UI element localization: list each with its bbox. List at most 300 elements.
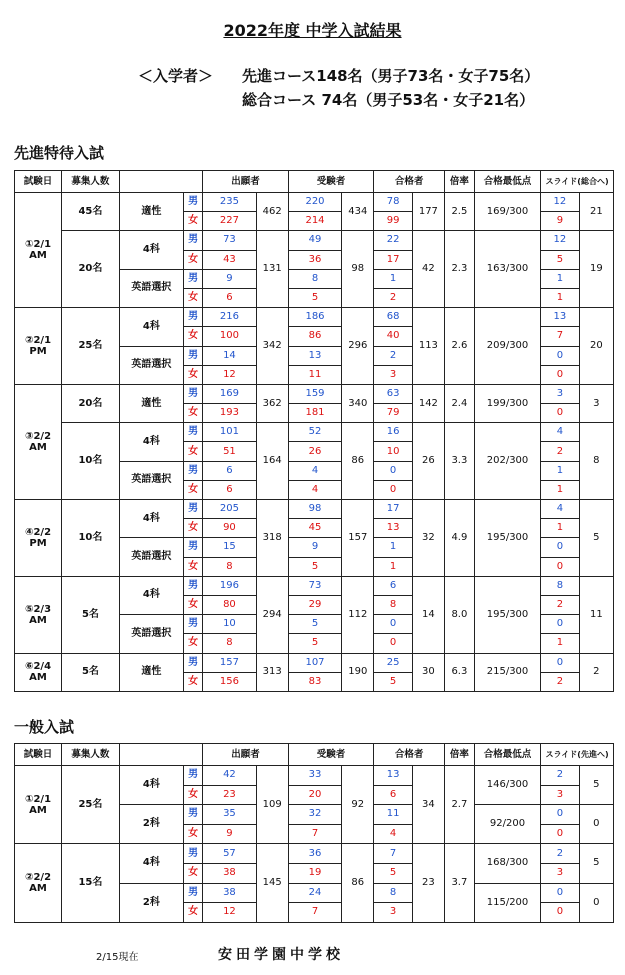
passers-cell: 99 bbox=[374, 212, 413, 231]
examinees-cell: 5 bbox=[288, 615, 341, 634]
examinees-total-cell: 296 bbox=[342, 308, 374, 385]
ratio-cell: 3.7 bbox=[444, 844, 474, 922]
gender-cell: 男 bbox=[183, 384, 202, 403]
table-row bbox=[15, 844, 614, 864]
gender-cell: 女 bbox=[183, 557, 202, 576]
gender-cell: 男 bbox=[183, 231, 202, 250]
passers-cell: 22 bbox=[374, 231, 413, 250]
applicants-cell: 227 bbox=[203, 212, 256, 231]
examinees-total-cell: 434 bbox=[342, 193, 374, 231]
slide-cell: 2 bbox=[541, 595, 580, 614]
subject-cell: 4科 bbox=[119, 308, 183, 346]
ratio-cell: 2.7 bbox=[444, 766, 474, 844]
applicants-cell: 80 bbox=[203, 595, 256, 614]
subject-cell: 英語選択 bbox=[119, 269, 183, 307]
applicants-cell: 90 bbox=[203, 519, 256, 538]
passers-cell: 4 bbox=[374, 824, 413, 844]
examinees-cell: 32 bbox=[288, 805, 341, 825]
column-header: 合格最低点 bbox=[474, 171, 540, 193]
examinees-cell: 107 bbox=[288, 653, 341, 672]
applicants-cell: 73 bbox=[203, 231, 256, 250]
exam-date-cell: ③2/2 AM bbox=[15, 384, 62, 499]
ratio-cell: 2.5 bbox=[444, 193, 474, 231]
quota-cell: 15名 bbox=[62, 844, 120, 922]
section1-table bbox=[14, 170, 614, 692]
column-header: 試験日 bbox=[15, 171, 62, 193]
examinees-total-cell: 340 bbox=[342, 384, 374, 422]
applicants-cell: 196 bbox=[203, 576, 256, 595]
applicants-cell: 51 bbox=[203, 442, 256, 461]
slide-cell: 1 bbox=[541, 480, 580, 499]
passers-cell: 2 bbox=[374, 288, 413, 307]
slide-cell: 1 bbox=[541, 288, 580, 307]
applicants-cell: 57 bbox=[203, 844, 256, 864]
examinees-total-cell: 190 bbox=[342, 653, 374, 691]
passers-total-cell: 177 bbox=[412, 193, 444, 231]
page-title: 2022年度 中学入試結果 bbox=[223, 21, 402, 40]
slide-cell: 9 bbox=[541, 212, 580, 231]
passers-cell: 5 bbox=[374, 672, 413, 691]
ratio-cell: 2.3 bbox=[444, 231, 474, 308]
subject-cell: 4科 bbox=[119, 576, 183, 614]
column-header bbox=[119, 744, 202, 766]
examinees-cell: 7 bbox=[288, 824, 341, 844]
applicants-total-cell: 294 bbox=[256, 576, 288, 653]
footer-date: 2/15現在 bbox=[96, 952, 139, 963]
slide-total-cell: 3 bbox=[579, 384, 613, 422]
applicants-total-cell: 362 bbox=[256, 384, 288, 422]
applicants-cell: 43 bbox=[203, 250, 256, 269]
exam-date-cell: ⑥2/4 AM bbox=[15, 653, 62, 691]
examinees-cell: 36 bbox=[288, 250, 341, 269]
passers-cell: 0 bbox=[374, 461, 413, 480]
gender-cell: 女 bbox=[183, 863, 202, 883]
gender-cell: 男 bbox=[183, 653, 202, 672]
passers-cell: 68 bbox=[374, 308, 413, 327]
passers-cell: 13 bbox=[374, 519, 413, 538]
section2-table bbox=[14, 743, 614, 923]
gender-cell: 男 bbox=[183, 423, 202, 442]
subject-cell: 適性 bbox=[119, 193, 183, 231]
examinees-cell: 20 bbox=[288, 785, 341, 805]
slide-cell: 0 bbox=[541, 404, 580, 423]
applicants-total-cell: 131 bbox=[256, 231, 288, 308]
passers-cell: 2 bbox=[374, 346, 413, 365]
examinees-cell: 214 bbox=[288, 212, 341, 231]
column-header: 出願者 bbox=[203, 171, 289, 193]
quota-cell: 10名 bbox=[62, 500, 120, 577]
examinees-cell: 26 bbox=[288, 442, 341, 461]
applicants-cell: 157 bbox=[203, 653, 256, 672]
subject-cell: 英語選択 bbox=[119, 461, 183, 499]
column-header bbox=[119, 171, 202, 193]
table-row bbox=[15, 653, 614, 672]
passers-cell: 17 bbox=[374, 500, 413, 519]
table-row bbox=[15, 384, 614, 403]
examinees-cell: 9 bbox=[288, 538, 341, 557]
slide-cell: 0 bbox=[541, 365, 580, 384]
slide-cell: 5 bbox=[541, 250, 580, 269]
examinees-total-cell: 92 bbox=[342, 766, 374, 844]
subject-cell: 英語選択 bbox=[119, 346, 183, 384]
applicants-total-cell: 109 bbox=[256, 766, 288, 844]
min-score-cell: 202/300 bbox=[474, 423, 540, 500]
ratio-cell: 6.3 bbox=[444, 653, 474, 691]
examinees-cell: 83 bbox=[288, 672, 341, 691]
min-score-cell: 115/200 bbox=[474, 883, 540, 922]
min-score-cell: 215/300 bbox=[474, 653, 540, 691]
gender-cell: 女 bbox=[183, 288, 202, 307]
slide-total-cell: 19 bbox=[579, 231, 613, 308]
gender-cell: 男 bbox=[183, 193, 202, 212]
slide-cell: 13 bbox=[541, 308, 580, 327]
min-score-cell: 199/300 bbox=[474, 384, 540, 422]
applicants-cell: 12 bbox=[203, 365, 256, 384]
slide-total-cell: 11 bbox=[579, 576, 613, 653]
applicants-cell: 38 bbox=[203, 883, 256, 903]
passers-cell: 13 bbox=[374, 766, 413, 786]
subject-cell: 英語選択 bbox=[119, 615, 183, 653]
passers-cell: 40 bbox=[374, 327, 413, 346]
passers-cell: 8 bbox=[374, 883, 413, 903]
gender-cell: 女 bbox=[183, 250, 202, 269]
exam-date-cell: ②2/1 PM bbox=[15, 308, 62, 385]
gender-cell: 男 bbox=[183, 615, 202, 634]
applicants-total-cell: 462 bbox=[256, 193, 288, 231]
examinees-total-cell: 86 bbox=[342, 844, 374, 922]
section2-title: 一般入試 bbox=[14, 718, 75, 736]
quota-cell: 25名 bbox=[62, 766, 120, 844]
applicants-cell: 38 bbox=[203, 863, 256, 883]
slide-cell: 2 bbox=[541, 672, 580, 691]
table-row bbox=[15, 500, 614, 519]
quota-cell: 5名 bbox=[62, 576, 120, 653]
examinees-cell: 4 bbox=[288, 461, 341, 480]
slide-cell: 2 bbox=[541, 844, 580, 864]
examinees-cell: 186 bbox=[288, 308, 341, 327]
passers-cell: 17 bbox=[374, 250, 413, 269]
column-header: スライド(先進へ) bbox=[541, 744, 614, 766]
subject-cell: 適性 bbox=[119, 384, 183, 422]
column-header: 募集人数 bbox=[62, 171, 120, 193]
slide-total-cell: 20 bbox=[579, 308, 613, 385]
applicants-cell: 9 bbox=[203, 269, 256, 288]
passers-cell: 25 bbox=[374, 653, 413, 672]
gender-cell: 男 bbox=[183, 500, 202, 519]
gender-cell: 女 bbox=[183, 595, 202, 614]
table-row bbox=[15, 231, 614, 250]
passers-cell: 16 bbox=[374, 423, 413, 442]
passers-total-cell: 34 bbox=[412, 766, 444, 844]
quota-cell: 20名 bbox=[62, 384, 120, 422]
examinees-cell: 73 bbox=[288, 576, 341, 595]
gender-cell: 女 bbox=[183, 785, 202, 805]
quota-cell: 10名 bbox=[62, 423, 120, 500]
gender-cell: 男 bbox=[183, 461, 202, 480]
passers-total-cell: 113 bbox=[412, 308, 444, 385]
slide-total-cell: 5 bbox=[579, 844, 613, 883]
column-header: 倍率 bbox=[444, 171, 474, 193]
examinees-cell: 181 bbox=[288, 404, 341, 423]
quota-cell: 5名 bbox=[62, 653, 120, 691]
table-row bbox=[15, 766, 614, 786]
gender-cell: 男 bbox=[183, 308, 202, 327]
slide-cell: 2 bbox=[541, 442, 580, 461]
gender-cell: 女 bbox=[183, 480, 202, 499]
applicants-cell: 205 bbox=[203, 500, 256, 519]
passers-total-cell: 142 bbox=[412, 384, 444, 422]
applicants-cell: 6 bbox=[203, 461, 256, 480]
slide-total-cell: 5 bbox=[579, 766, 613, 805]
applicants-cell: 193 bbox=[203, 404, 256, 423]
slide-cell: 1 bbox=[541, 519, 580, 538]
gender-cell: 女 bbox=[183, 903, 202, 923]
slide-total-cell: 8 bbox=[579, 423, 613, 500]
examinees-cell: 5 bbox=[288, 288, 341, 307]
applicants-cell: 12 bbox=[203, 903, 256, 923]
passers-cell: 5 bbox=[374, 863, 413, 883]
passers-cell: 10 bbox=[374, 442, 413, 461]
table-row bbox=[15, 308, 614, 327]
applicants-cell: 235 bbox=[203, 193, 256, 212]
examinees-cell: 24 bbox=[288, 883, 341, 903]
gender-cell: 女 bbox=[183, 672, 202, 691]
examinees-cell: 49 bbox=[288, 231, 341, 250]
subject-cell: 2科 bbox=[119, 883, 183, 922]
column-header: 試験日 bbox=[15, 744, 62, 766]
slide-cell: 1 bbox=[541, 269, 580, 288]
applicants-cell: 42 bbox=[203, 766, 256, 786]
passers-cell: 1 bbox=[374, 269, 413, 288]
ratio-cell: 8.0 bbox=[444, 576, 474, 653]
applicants-cell: 35 bbox=[203, 805, 256, 825]
passers-total-cell: 30 bbox=[412, 653, 444, 691]
examinees-total-cell: 86 bbox=[342, 423, 374, 500]
slide-total-cell: 21 bbox=[579, 193, 613, 231]
quota-cell: 45名 bbox=[62, 193, 120, 231]
passers-total-cell: 14 bbox=[412, 576, 444, 653]
gender-cell: 男 bbox=[183, 269, 202, 288]
examinees-cell: 45 bbox=[288, 519, 341, 538]
applicants-total-cell: 342 bbox=[256, 308, 288, 385]
examinees-cell: 5 bbox=[288, 634, 341, 653]
section1-title: 先進特待入試 bbox=[14, 144, 105, 162]
min-score-cell: 195/300 bbox=[474, 500, 540, 577]
passers-cell: 0 bbox=[374, 480, 413, 499]
passers-cell: 6 bbox=[374, 576, 413, 595]
passers-cell: 1 bbox=[374, 557, 413, 576]
exam-date-cell: ①2/1 AM bbox=[15, 193, 62, 308]
enrollment-label: ＜入学者＞ bbox=[138, 67, 214, 85]
gender-cell: 男 bbox=[183, 805, 202, 825]
gender-cell: 男 bbox=[183, 883, 202, 903]
slide-cell: 0 bbox=[541, 805, 580, 825]
column-header: 受験者 bbox=[288, 744, 374, 766]
ratio-cell: 3.3 bbox=[444, 423, 474, 500]
footer-school: 安田学園中学校 bbox=[218, 947, 344, 963]
ratio-cell: 2.4 bbox=[444, 384, 474, 422]
subject-cell: 英語選択 bbox=[119, 538, 183, 576]
quota-cell: 25名 bbox=[62, 308, 120, 385]
examinees-total-cell: 98 bbox=[342, 231, 374, 308]
examinees-cell: 220 bbox=[288, 193, 341, 212]
slide-cell: 7 bbox=[541, 327, 580, 346]
applicants-cell: 9 bbox=[203, 824, 256, 844]
column-header: 出願者 bbox=[203, 744, 289, 766]
gender-cell: 男 bbox=[183, 576, 202, 595]
enrollment-line1: 先進コース148名（男子73名・女子75名） bbox=[242, 67, 540, 85]
subject-cell: 4科 bbox=[119, 423, 183, 461]
applicants-cell: 14 bbox=[203, 346, 256, 365]
examinees-cell: 5 bbox=[288, 557, 341, 576]
slide-total-cell: 5 bbox=[579, 500, 613, 577]
table-row bbox=[15, 576, 614, 595]
passers-cell: 3 bbox=[374, 903, 413, 923]
passers-cell: 79 bbox=[374, 404, 413, 423]
examinees-total-cell: 112 bbox=[342, 576, 374, 653]
applicants-total-cell: 313 bbox=[256, 653, 288, 691]
gender-cell: 女 bbox=[183, 824, 202, 844]
column-header: 合格最低点 bbox=[474, 744, 540, 766]
min-score-cell: 169/300 bbox=[474, 193, 540, 231]
examinees-cell: 86 bbox=[288, 327, 341, 346]
applicants-total-cell: 164 bbox=[256, 423, 288, 500]
slide-cell: 2 bbox=[541, 766, 580, 786]
slide-cell: 8 bbox=[541, 576, 580, 595]
column-header: 合格者 bbox=[374, 744, 445, 766]
applicants-total-cell: 145 bbox=[256, 844, 288, 922]
gender-cell: 女 bbox=[183, 634, 202, 653]
examinees-total-cell: 157 bbox=[342, 500, 374, 577]
applicants-cell: 6 bbox=[203, 480, 256, 499]
examinees-cell: 4 bbox=[288, 480, 341, 499]
passers-cell: 7 bbox=[374, 844, 413, 864]
slide-cell: 4 bbox=[541, 500, 580, 519]
slide-cell: 3 bbox=[541, 863, 580, 883]
applicants-cell: 101 bbox=[203, 423, 256, 442]
passers-cell: 0 bbox=[374, 615, 413, 634]
ratio-cell: 2.6 bbox=[444, 308, 474, 385]
min-score-cell: 168/300 bbox=[474, 844, 540, 883]
table-row bbox=[15, 193, 614, 212]
gender-cell: 女 bbox=[183, 519, 202, 538]
slide-cell: 0 bbox=[541, 903, 580, 923]
slide-cell: 1 bbox=[541, 634, 580, 653]
table-header-row bbox=[15, 171, 614, 193]
applicants-cell: 23 bbox=[203, 785, 256, 805]
slide-cell: 3 bbox=[541, 785, 580, 805]
enrollment-block bbox=[138, 64, 539, 112]
enrollment-line2: 総合コース 74名（男子53名・女子21名） bbox=[242, 91, 535, 109]
slide-cell: 0 bbox=[541, 557, 580, 576]
examinees-cell: 52 bbox=[288, 423, 341, 442]
applicants-cell: 6 bbox=[203, 288, 256, 307]
column-header: 募集人数 bbox=[62, 744, 120, 766]
examinees-cell: 8 bbox=[288, 269, 341, 288]
applicants-cell: 169 bbox=[203, 384, 256, 403]
column-header: 受験者 bbox=[288, 171, 374, 193]
examinees-cell: 13 bbox=[288, 346, 341, 365]
slide-total-cell: 0 bbox=[579, 883, 613, 922]
slide-cell: 12 bbox=[541, 231, 580, 250]
slide-cell: 0 bbox=[541, 653, 580, 672]
slide-cell: 0 bbox=[541, 615, 580, 634]
slide-cell: 12 bbox=[541, 193, 580, 212]
gender-cell: 女 bbox=[183, 327, 202, 346]
slide-cell: 0 bbox=[541, 346, 580, 365]
slide-cell: 3 bbox=[541, 384, 580, 403]
passers-total-cell: 42 bbox=[412, 231, 444, 308]
examinees-cell: 98 bbox=[288, 500, 341, 519]
slide-cell: 0 bbox=[541, 883, 580, 903]
quota-cell: 20名 bbox=[62, 231, 120, 308]
passers-cell: 1 bbox=[374, 538, 413, 557]
table-header-row bbox=[15, 744, 614, 766]
gender-cell: 男 bbox=[183, 538, 202, 557]
gender-cell: 女 bbox=[183, 212, 202, 231]
passers-total-cell: 32 bbox=[412, 500, 444, 577]
passers-cell: 8 bbox=[374, 595, 413, 614]
subject-cell: 4科 bbox=[119, 766, 183, 805]
gender-cell: 男 bbox=[183, 766, 202, 786]
examinees-cell: 29 bbox=[288, 595, 341, 614]
passers-cell: 63 bbox=[374, 384, 413, 403]
min-score-cell: 163/300 bbox=[474, 231, 540, 308]
ratio-cell: 4.9 bbox=[444, 500, 474, 577]
min-score-cell: 209/300 bbox=[474, 308, 540, 385]
applicants-cell: 100 bbox=[203, 327, 256, 346]
examinees-cell: 33 bbox=[288, 766, 341, 786]
passers-cell: 3 bbox=[374, 365, 413, 384]
passers-cell: 6 bbox=[374, 785, 413, 805]
exam-date-cell: ⑤2/3 AM bbox=[15, 576, 62, 653]
slide-total-cell: 2 bbox=[579, 653, 613, 691]
applicants-cell: 8 bbox=[203, 557, 256, 576]
subject-cell: 4科 bbox=[119, 844, 183, 883]
column-header: スライド(総合へ) bbox=[541, 171, 614, 193]
exam-date-cell: ④2/2 PM bbox=[15, 500, 62, 577]
exam-date-cell: ②2/2 AM bbox=[15, 844, 62, 922]
slide-cell: 1 bbox=[541, 461, 580, 480]
applicants-cell: 156 bbox=[203, 672, 256, 691]
applicants-cell: 10 bbox=[203, 615, 256, 634]
passers-cell: 11 bbox=[374, 805, 413, 825]
applicants-total-cell: 318 bbox=[256, 500, 288, 577]
slide-cell: 4 bbox=[541, 423, 580, 442]
passers-cell: 0 bbox=[374, 634, 413, 653]
subject-cell: 4科 bbox=[119, 500, 183, 538]
exam-date-cell: ①2/1 AM bbox=[15, 766, 62, 844]
gender-cell: 女 bbox=[183, 404, 202, 423]
slide-cell: 0 bbox=[541, 824, 580, 844]
column-header: 合格者 bbox=[374, 171, 445, 193]
subject-cell: 4科 bbox=[119, 231, 183, 269]
column-header: 倍率 bbox=[444, 744, 474, 766]
min-score-cell: 195/300 bbox=[474, 576, 540, 653]
applicants-cell: 216 bbox=[203, 308, 256, 327]
subject-cell: 適性 bbox=[119, 653, 183, 691]
examinees-cell: 36 bbox=[288, 844, 341, 864]
gender-cell: 男 bbox=[183, 844, 202, 864]
subject-cell: 2科 bbox=[119, 805, 183, 844]
passers-cell: 78 bbox=[374, 193, 413, 212]
gender-cell: 女 bbox=[183, 442, 202, 461]
gender-cell: 男 bbox=[183, 346, 202, 365]
passers-total-cell: 23 bbox=[412, 844, 444, 922]
passers-total-cell: 26 bbox=[412, 423, 444, 500]
slide-cell: 0 bbox=[541, 538, 580, 557]
applicants-cell: 15 bbox=[203, 538, 256, 557]
